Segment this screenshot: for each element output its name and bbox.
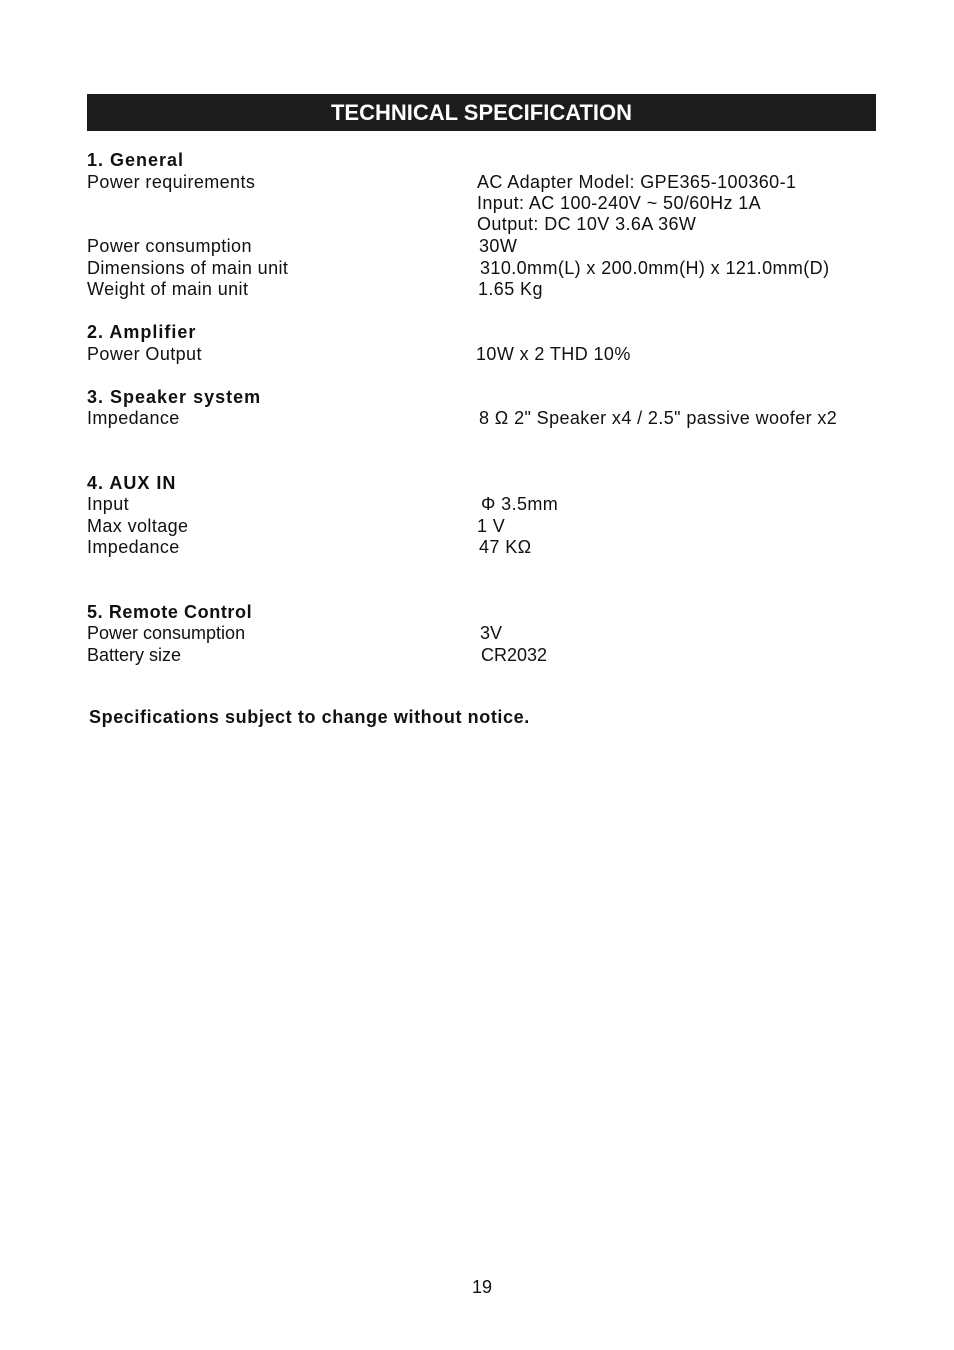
section-heading-speaker-system: 3. Speaker system — [87, 387, 262, 407]
spec-value-battery-size: CR2032 — [481, 645, 548, 665]
spec-label-aux-input: Input — [87, 494, 130, 514]
spec-label-remote-power-consumption: Power consumption — [87, 623, 246, 643]
page-title-bar — [87, 94, 876, 131]
spec-value-weight: 1.65 Kg — [478, 279, 543, 299]
page-title: TECHNICAL SPECIFICATION — [330, 99, 633, 125]
section-heading-amplifier: 2. Amplifier — [87, 322, 197, 342]
spec-label-power-requirements: Power requirements — [87, 172, 256, 192]
spec-value-dimensions: 310.0mm(L) x 200.0mm(H) x 121.0mm(D) — [480, 258, 830, 278]
spec-value-adapter-input: Input: AC 100-240V ~ 50/60Hz 1A — [477, 193, 762, 213]
spec-label-max-voltage: Max voltage — [87, 516, 189, 536]
spec-label-speaker-impedance: Impedance — [87, 408, 180, 428]
spec-label-power-output: Power Output — [87, 344, 202, 364]
spec-label-weight: Weight of main unit — [87, 279, 249, 299]
spec-label-battery-size: Battery size — [87, 645, 182, 665]
spec-value-power-consumption: 30W — [479, 236, 518, 256]
page-number: 19 — [471, 1277, 493, 1297]
section-heading-aux-in: 4. AUX IN — [87, 473, 177, 493]
spec-value-remote-power-consumption: 3V — [480, 623, 503, 643]
specifications-notice: Specifications subject to change without notice. — [89, 707, 530, 727]
spec-value-max-voltage: 1 V — [477, 516, 506, 536]
section-heading-remote-control: 5. Remote Control — [87, 602, 253, 622]
spec-value-power-output: 10W x 2 THD 10% — [476, 344, 631, 364]
spec-value-speaker-impedance: 8 Ω 2" Speaker x4 / 2.5" passive woofer x2 — [479, 408, 838, 428]
spec-value-aux-input: Φ 3.5mm — [481, 494, 559, 514]
spec-label-dimensions: Dimensions of main unit — [87, 258, 289, 278]
spec-label-aux-impedance: Impedance — [87, 537, 180, 557]
section-heading-general: 1. General — [87, 150, 185, 170]
spec-value-aux-impedance: 47 KΩ — [479, 537, 532, 557]
spec-value-adapter-model: AC Adapter Model: GPE365-100360-1 — [477, 172, 797, 192]
spec-label-power-consumption: Power consumption — [87, 236, 252, 256]
spec-value-adapter-output: Output: DC 10V 3.6A 36W — [477, 214, 697, 234]
